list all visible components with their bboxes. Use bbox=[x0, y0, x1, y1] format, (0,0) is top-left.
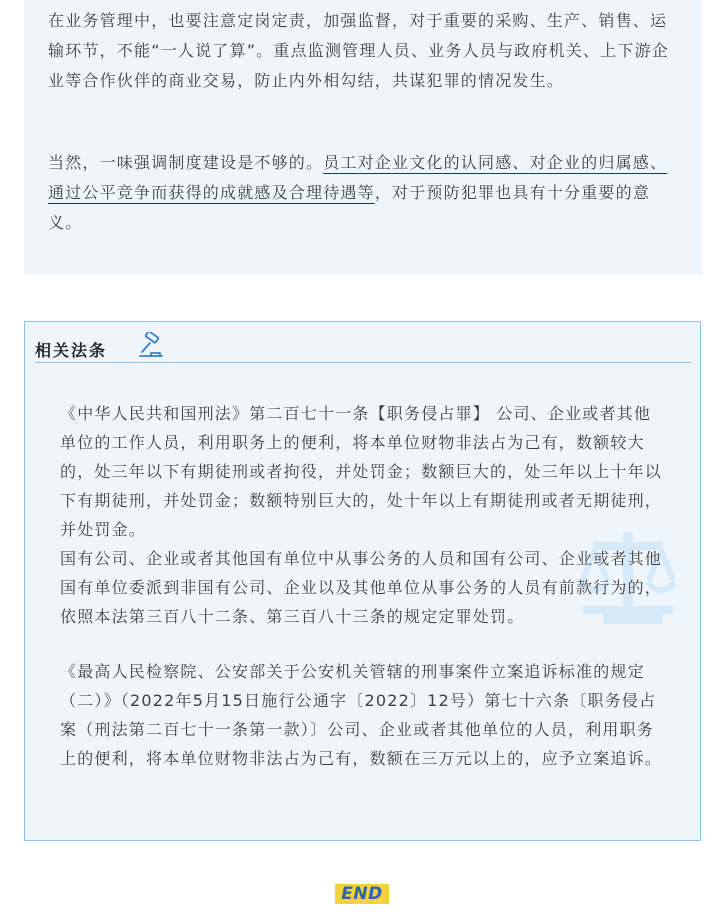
intro-paragraph-1: 在业务管理中，也要注意定岗定责，加强监督，对于重要的采购、生产、销售、运输环节，不能“一人说了算”。重点监测管理人员、业务人员与政府机关、上下游企业等合作伙伴的商业交易，防止内外相勾结，共谋犯罪的情况发生。 bbox=[48, 11, 669, 90]
intro-paragraph-2 bbox=[48, 148, 678, 238]
intro-paragraph-2-underlined: 员工对企业文化的认同感、对企业的归属感、通过公平竞争而获得的成就感及合理待遇等 bbox=[48, 153, 668, 202]
law-paragraph-3: 《最高人民检察院、公安部关于公安机关管辖的刑事案件立案追诉标准的规定 （二）》（2022年5月15日施行公通字〔2022〕12号）第七十六条〔职务侵占案（刑法第二百七十一条第一款）〕公司、企业或者其他单位的人员，利用职务上的便利，将本单位财物非法占为己有，数额在三万元以上的，应予立案追诉。 bbox=[60, 662, 663, 768]
law-paragraph-2: 国有公司、企业或者其他国有单位中从事公务的人员和国有公司、企业或者其他国有单位委派到非国有公司、企业以及其他单位从事公务的人员有前款行为的，依照本法第三百八十二条、第三百八十三条的规定定罪处罚。 bbox=[60, 549, 663, 626]
intro-paragraph-2-start: 当然，一味强调制度建设是不够的。 bbox=[48, 153, 324, 172]
law-section-title: 相关法条 bbox=[35, 341, 108, 360]
intro-paragraph-2-end: ，对于预防犯罪也具有十分重要的意义。 bbox=[48, 183, 651, 232]
related-law-section bbox=[24, 321, 701, 841]
intro-section bbox=[24, 0, 702, 275]
law-paragraph-1: 《中华人民共和国刑法》第二百七十一条【职务侵占罪】 公司、企业或者其他单位的工作人员，利用职务上的便利，将本单位财物非法占为己有，数额较大的，处三年以下有期徒刑或者拘役，并处罚金；数额巨大的，处三年以上十年以下有期徒刑，并处罚金；数额特别巨大的，处十年以上有期徒刑或者无期徒刑，并处罚金。 bbox=[60, 404, 663, 539]
gavel-icon bbox=[137, 332, 165, 358]
end-badge: END bbox=[335, 884, 389, 904]
law-section-header bbox=[35, 332, 691, 363]
